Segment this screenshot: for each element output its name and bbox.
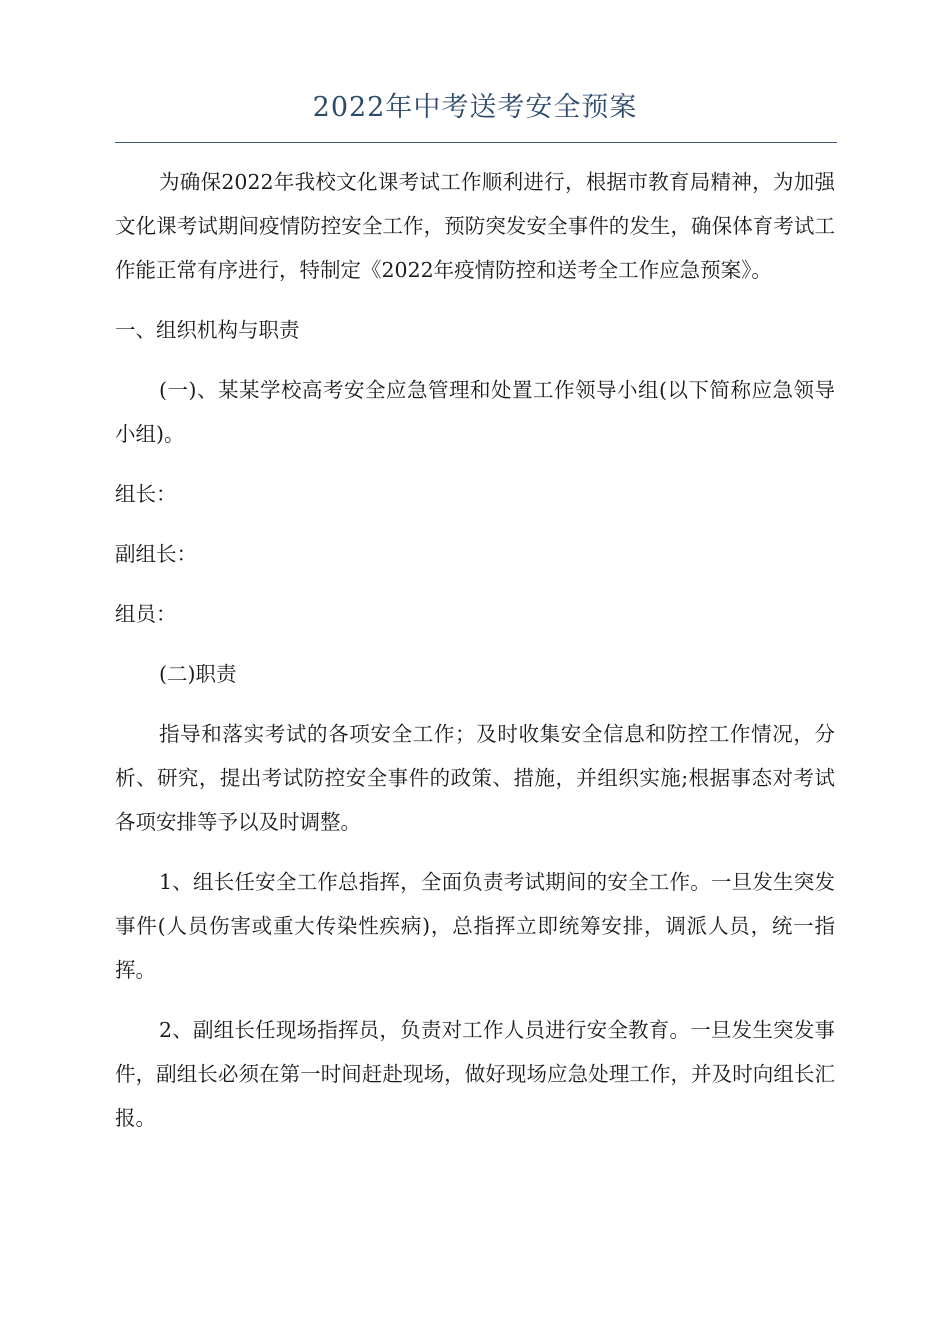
title-divider xyxy=(115,142,837,143)
section-heading: 一、组织机构与职责 xyxy=(115,318,300,342)
duties-paragraph: 指导和落实考试的各项安全工作；及时收集安全信息和防控工作情况，分析、研究，提出考试防控安全事件的政策、措施，并组织实施;根据事态对考试各项安排等予以及时调整。 xyxy=(115,722,835,834)
subsection-heading: (一)、某某学校高考安全应急管理和处置工作领导小组(以下简称应急领导小组)。 xyxy=(115,378,835,446)
document-body xyxy=(115,160,835,1140)
leader-line: 组长： xyxy=(115,482,177,506)
duty-item-1: 1、组长任安全工作总指挥，全面负责考试期间的安全工作。一旦发生突发事件(人员伤害或重大传染性疾病)，总指挥立即统筹安排，调派人员，统一指挥。 xyxy=(115,870,835,982)
document-title: 2022年中考送考安全预案 xyxy=(312,92,638,123)
members-line: 组员： xyxy=(115,602,177,626)
duty-item-2: 2、副组长任现场指挥员，负责对工作人员进行安全教育。一旦发生突发事件，副组长必须在第一时间赶赴现场，做好现场应急处理工作，并及时向组长汇报。 xyxy=(115,1018,835,1130)
intro-paragraph: 为确保2022年我校文化课考试工作顺利进行，根据市教育局精神，为加强文化课考试期间疫情防控安全工作，预防突发安全事件的发生，确保体育考试工作能正常有序进行，特制定《2022年疫情防控和送考全工作应急预案》。 xyxy=(115,170,835,282)
duties-heading: (二)职责 xyxy=(159,662,237,686)
deputy-leader-line: 副组长： xyxy=(115,542,197,566)
